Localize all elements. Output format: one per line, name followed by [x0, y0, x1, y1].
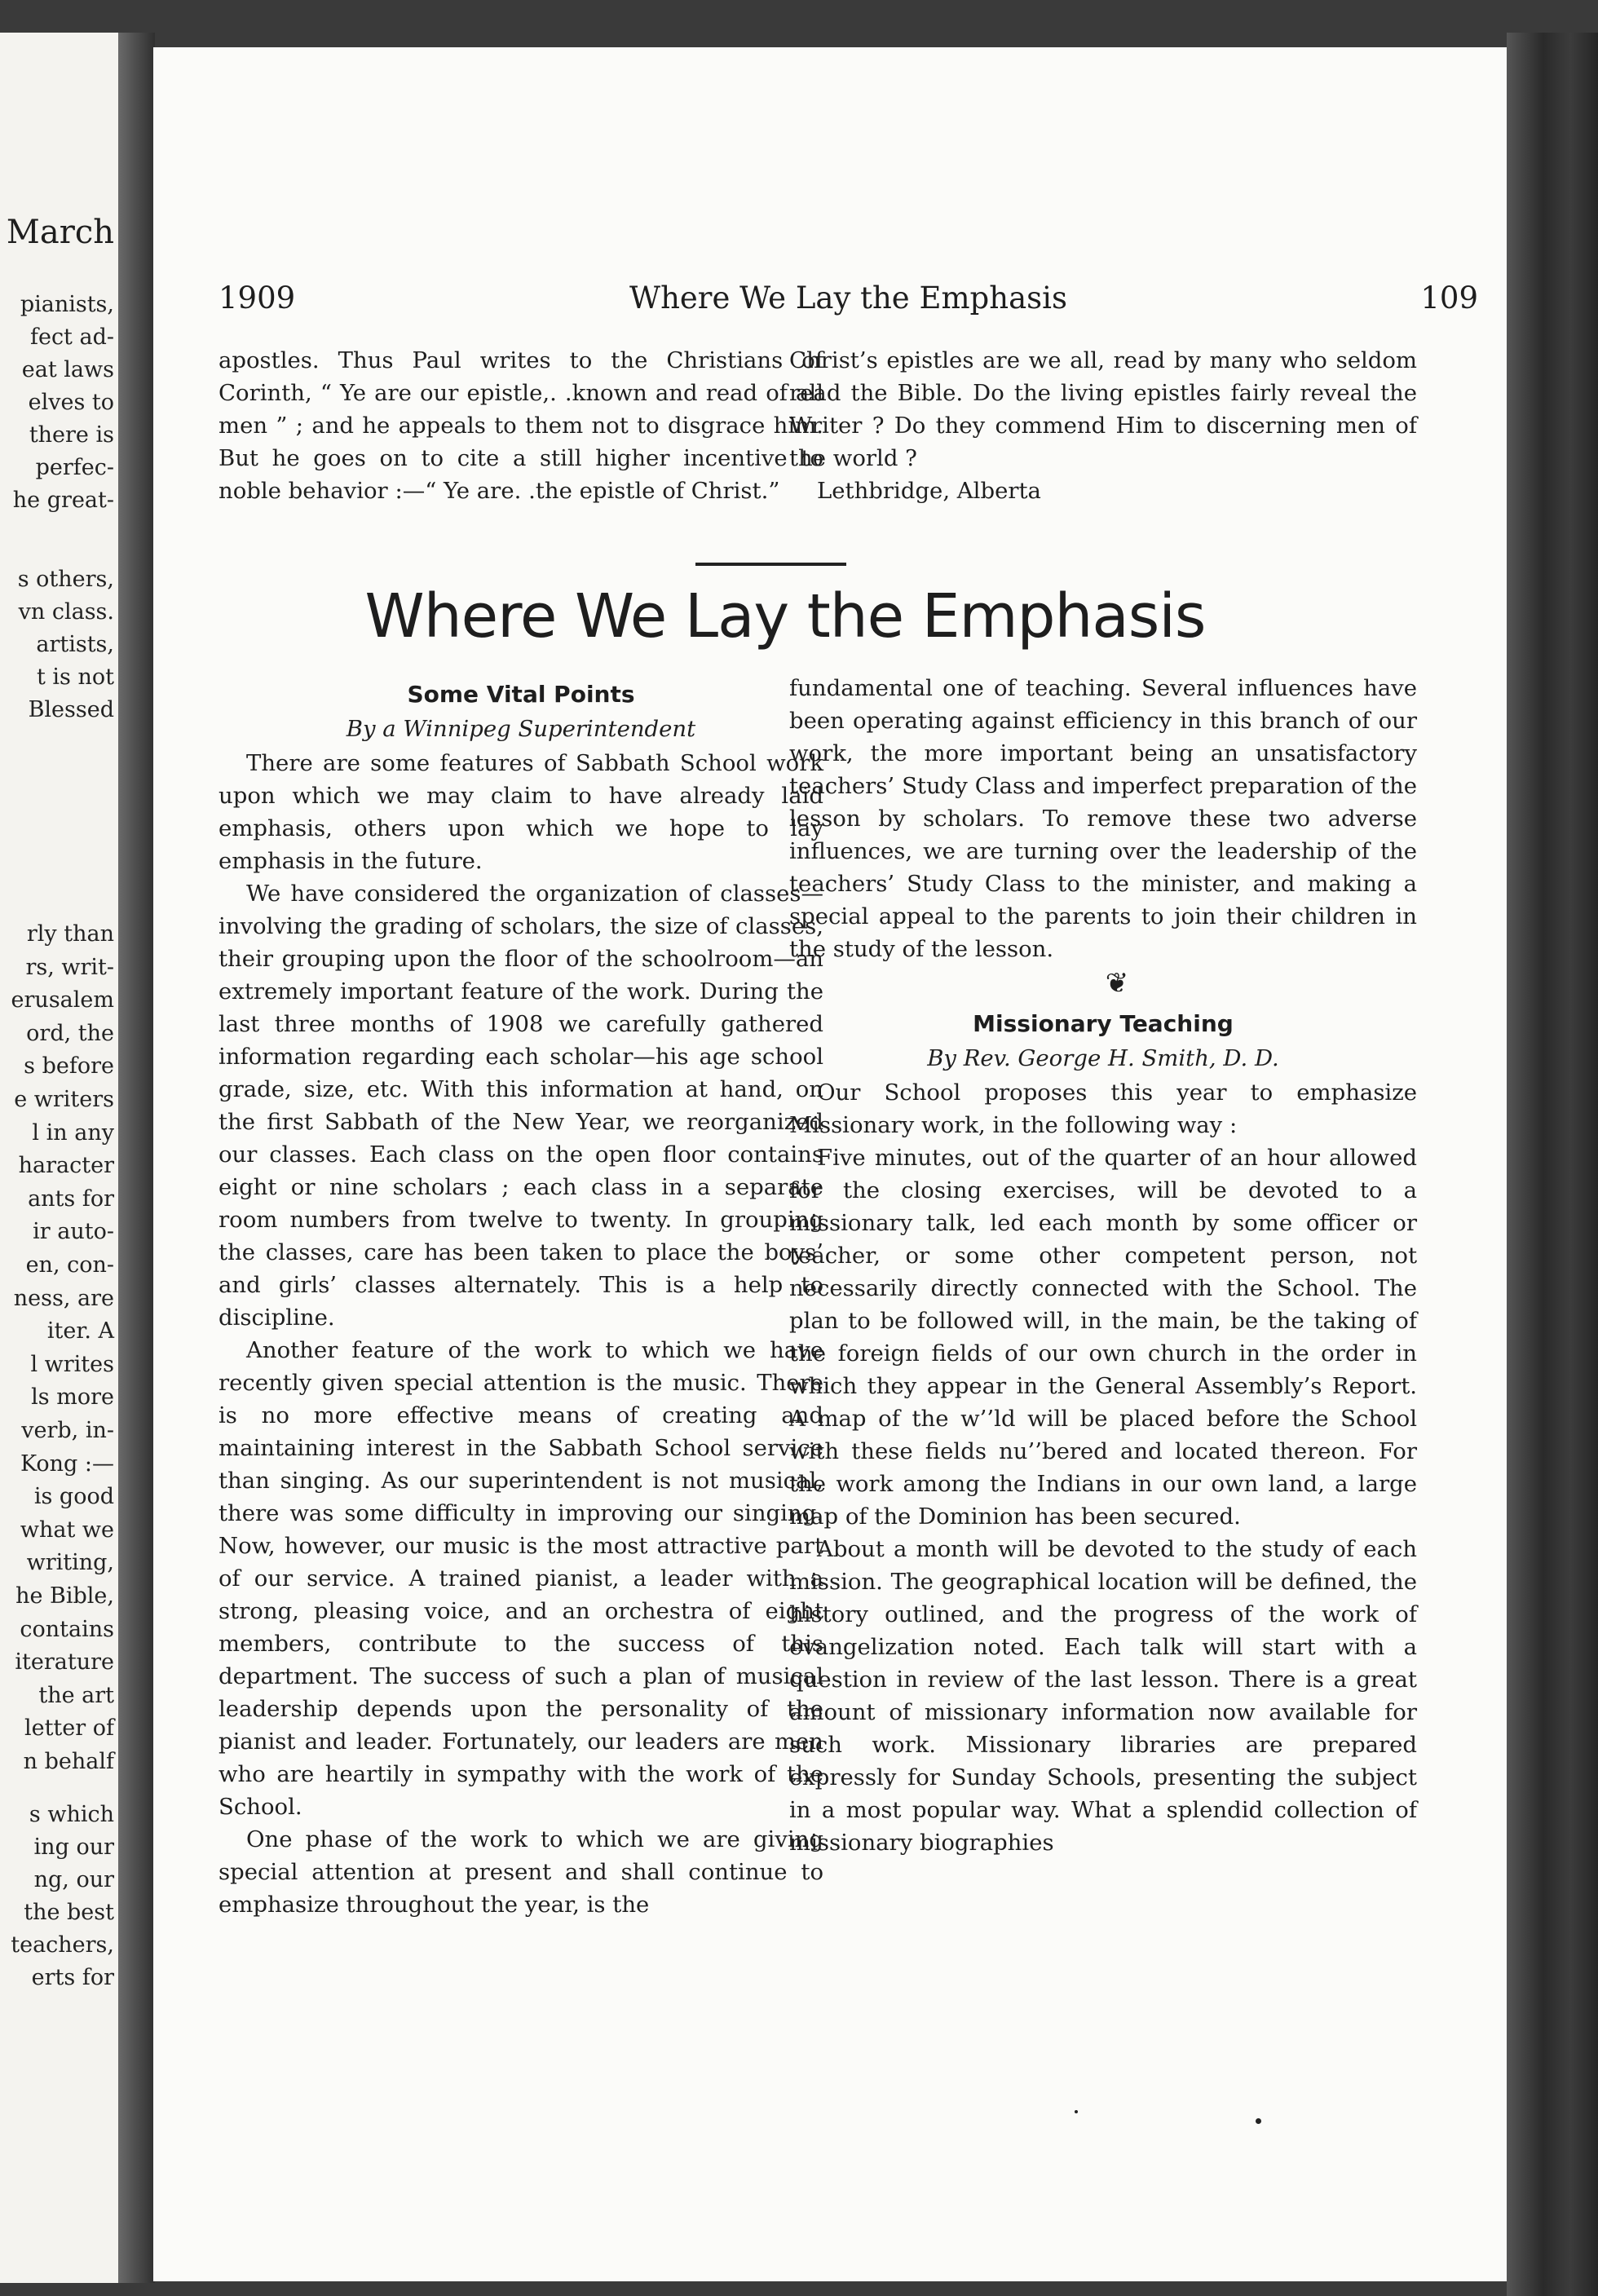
paragraph: Five minutes, out of the quarter of an hour allowed for the closing exercises, will be devoted to a missionary talk, led each month by some officer or teacher, or some other competent person, not necessarily directly connected with the School. The plan to be followed will, in the main, be the taking of the foreign fields of our own church in the order in which they appear in the General Assembly’s Report. A map of the w’’ld will be placed before the School with these fields nu’’bered and located thereon. For the work among the Indians in our own land, a large map of the Dominion has been secured.: [789, 1145, 1417, 1530]
ornament-icon: ❦: [1105, 967, 1129, 1000]
facing-page-line: writing,: [26, 1550, 114, 1576]
facing-page-line: there is: [29, 422, 114, 448]
section-heading: Missionary Teaching: [973, 1010, 1234, 1037]
running-head: [219, 280, 1478, 321]
facing-page-line: pianists,: [20, 292, 114, 317]
section-byline: By Rev. George H. Smith, D. D.: [927, 1045, 1279, 1071]
paragraph: About a month will be devoted to the study of each mission. The geographical location will be defined, the history outlined, and the progress of the work of evangelization noted. Each talk will start with a question in review of the last lesson. There is a great amount of missionary information now available for such work. Missionary libraries are prepared expressly for Sunday Schools, presenting the subject in a most popular way. What a splendid collection of missionary biographies: [789, 1536, 1417, 1856]
section-divider: [695, 563, 846, 566]
facing-page-line: letter of: [24, 1715, 114, 1742]
facing-page-line: ng, our: [33, 1867, 114, 1892]
facing-page-line: Blessed: [28, 697, 114, 722]
facing-page-line: the art: [38, 1682, 114, 1708]
facing-page-line: rly than: [26, 921, 114, 947]
facing-page-line: s which: [29, 1802, 114, 1827]
facing-page-line: ness, are: [13, 1285, 114, 1311]
gutter-shadow: [118, 33, 155, 2283]
facing-page-line: contains: [20, 1616, 114, 1642]
paragraph: fundamental one of teaching. Several influences have been operating against efficiency in this branch of our work, the more important being an unsatisfactory teachers’ Study Class and imperfect preparation of the lesson by scholars. To remove these two adverse influences, we are turning over the leadership of the teachers’ Study Class to the minister, and making a special appeal to the parents to join their children in the study of the lesson.: [789, 675, 1417, 962]
section-heading: Some Vital Points: [407, 681, 635, 708]
facing-page-line: eat laws: [21, 357, 114, 382]
facing-page-line: Kong :—: [20, 1450, 114, 1477]
facing-page-line: erts for: [31, 1965, 114, 1990]
page-edge: [1507, 33, 1598, 2296]
facing-page-line: e writers: [14, 1087, 114, 1112]
facing-page-line: ing our: [33, 1835, 114, 1860]
facing-page-line: en, con-: [25, 1252, 114, 1278]
facing-page-line: vn class.: [18, 599, 114, 625]
facing-page-line: l writes: [30, 1351, 114, 1377]
facing-page-line: what we: [20, 1517, 114, 1543]
facing-page-line: ants for: [28, 1186, 114, 1212]
article-column-left: [219, 672, 823, 1921]
section-byline: By a Winnipeg Superintendent: [346, 716, 696, 742]
ink-speck: [1075, 2110, 1078, 2113]
facing-page-line: erusalem: [11, 987, 114, 1013]
paragraph: There are some features of Sabbath School work upon which we may claim to have already laid emphasis, others upon which we hope to lay emphasis in the future.: [219, 750, 823, 874]
facing-page-left: [0, 33, 122, 2283]
facing-page-line: verb, in-: [21, 1418, 114, 1443]
facing-page-line: perfec-: [35, 455, 114, 480]
facing-page-line: he great-: [12, 488, 114, 513]
facing-page-running-head: March: [6, 214, 114, 251]
facing-page-line: rs, writ-: [25, 954, 114, 980]
page-number: 109: [1420, 280, 1478, 316]
paragraph: Another feature of the work to which we have recently given special attention is the music. There is no more effective means of creating and maintaining interest in the Sabbath School service than singing. As our superintendent is not musical, there was some difficulty in improving our singing. Now, however, our music is the most attractive part of our service. A trained pianist, a leader with a strong, pleasing voice, and an orchestra of eight members, contribute to the success of this department. The success of such a plan of musical leadership depends upon the personality of the pianist and leader. Fortunately, our leaders are men who are heartily in sympathy with the work of the School.: [219, 1337, 823, 1820]
facing-page-line: l in any: [32, 1119, 114, 1146]
paragraph: One phase of the work to which we are giving special attention at present and shall continue to emphasize throughout the year, is the: [219, 1826, 823, 1918]
previous-article-end-left: [219, 344, 823, 507]
running-head-title: Where We Lay the Emphasis: [629, 280, 1067, 316]
paragraph: apostles. Thus Paul writes to the Christians of Corinth, “ Ye are our epistle,. .known and read of all men ” ; and he appeals to them not to disgrace him. But he goes on to cite a still higher incentive to noble behavior :—“ Ye are. .the epistle of Christ.”: [219, 347, 823, 504]
place-signature: Lethbridge, Alberta: [817, 478, 1041, 504]
facing-page-line: n behalf: [23, 1749, 114, 1774]
facing-page-line: fect ad-: [29, 325, 114, 350]
facing-page-line: ord, the: [26, 1020, 114, 1046]
facing-page-line: is good: [33, 1484, 114, 1510]
paragraph: We have considered the organization of classes—involving the grading of scholars, the size of classes, their grouping upon the floor of the schoolroom—an extremely important feature of the work. During the last three months of 1908 we carefully gathered information regarding each scholar—his age school grade, size, etc. With this information at hand, on the first Sabbath of the New Year, we reorganized our classes. Each class on the open floor contains eight or nine scholars ; each class in a separate room numbers from twelve to twenty. In grouping the classes, care has been taken to place the boys’ and girls’ classes alternately. This is a help to discipline.: [219, 881, 823, 1331]
facing-page-line: iter. A: [46, 1318, 114, 1344]
facing-page-line: artists,: [36, 632, 114, 657]
paragraph: Our School proposes this year to emphasize Missionary work, in the following way :: [789, 1080, 1417, 1138]
facing-page-line: ir auto-: [33, 1219, 114, 1245]
running-head-year: 1909: [219, 280, 296, 316]
facing-page-line: ls more: [31, 1384, 114, 1411]
article-title: Where We Lay the Emphasis: [364, 581, 1206, 651]
ink-speck: [1256, 2118, 1261, 2124]
paragraph: Christ’s epistles are we all, read by many who seldom read the Bible. Do the living epistles fairly reveal the Writer ? Do they commend Him to discerning men of the world ?: [789, 347, 1417, 471]
facing-page-line: iterature: [15, 1649, 114, 1676]
facing-page-line: he Bible,: [15, 1583, 114, 1609]
facing-page-line: the best: [24, 1900, 114, 1925]
page: [153, 47, 1507, 2281]
article-column-right: [789, 672, 1417, 1859]
facing-page-line: t is not: [36, 665, 114, 690]
facing-page-line: haracter: [18, 1153, 114, 1179]
facing-page-line: s others,: [17, 567, 114, 592]
facing-page-line: teachers,: [11, 1932, 114, 1958]
previous-article-end-right: [789, 344, 1417, 507]
facing-page-line: s before: [24, 1053, 114, 1080]
facing-page-line: elves to: [28, 390, 114, 415]
